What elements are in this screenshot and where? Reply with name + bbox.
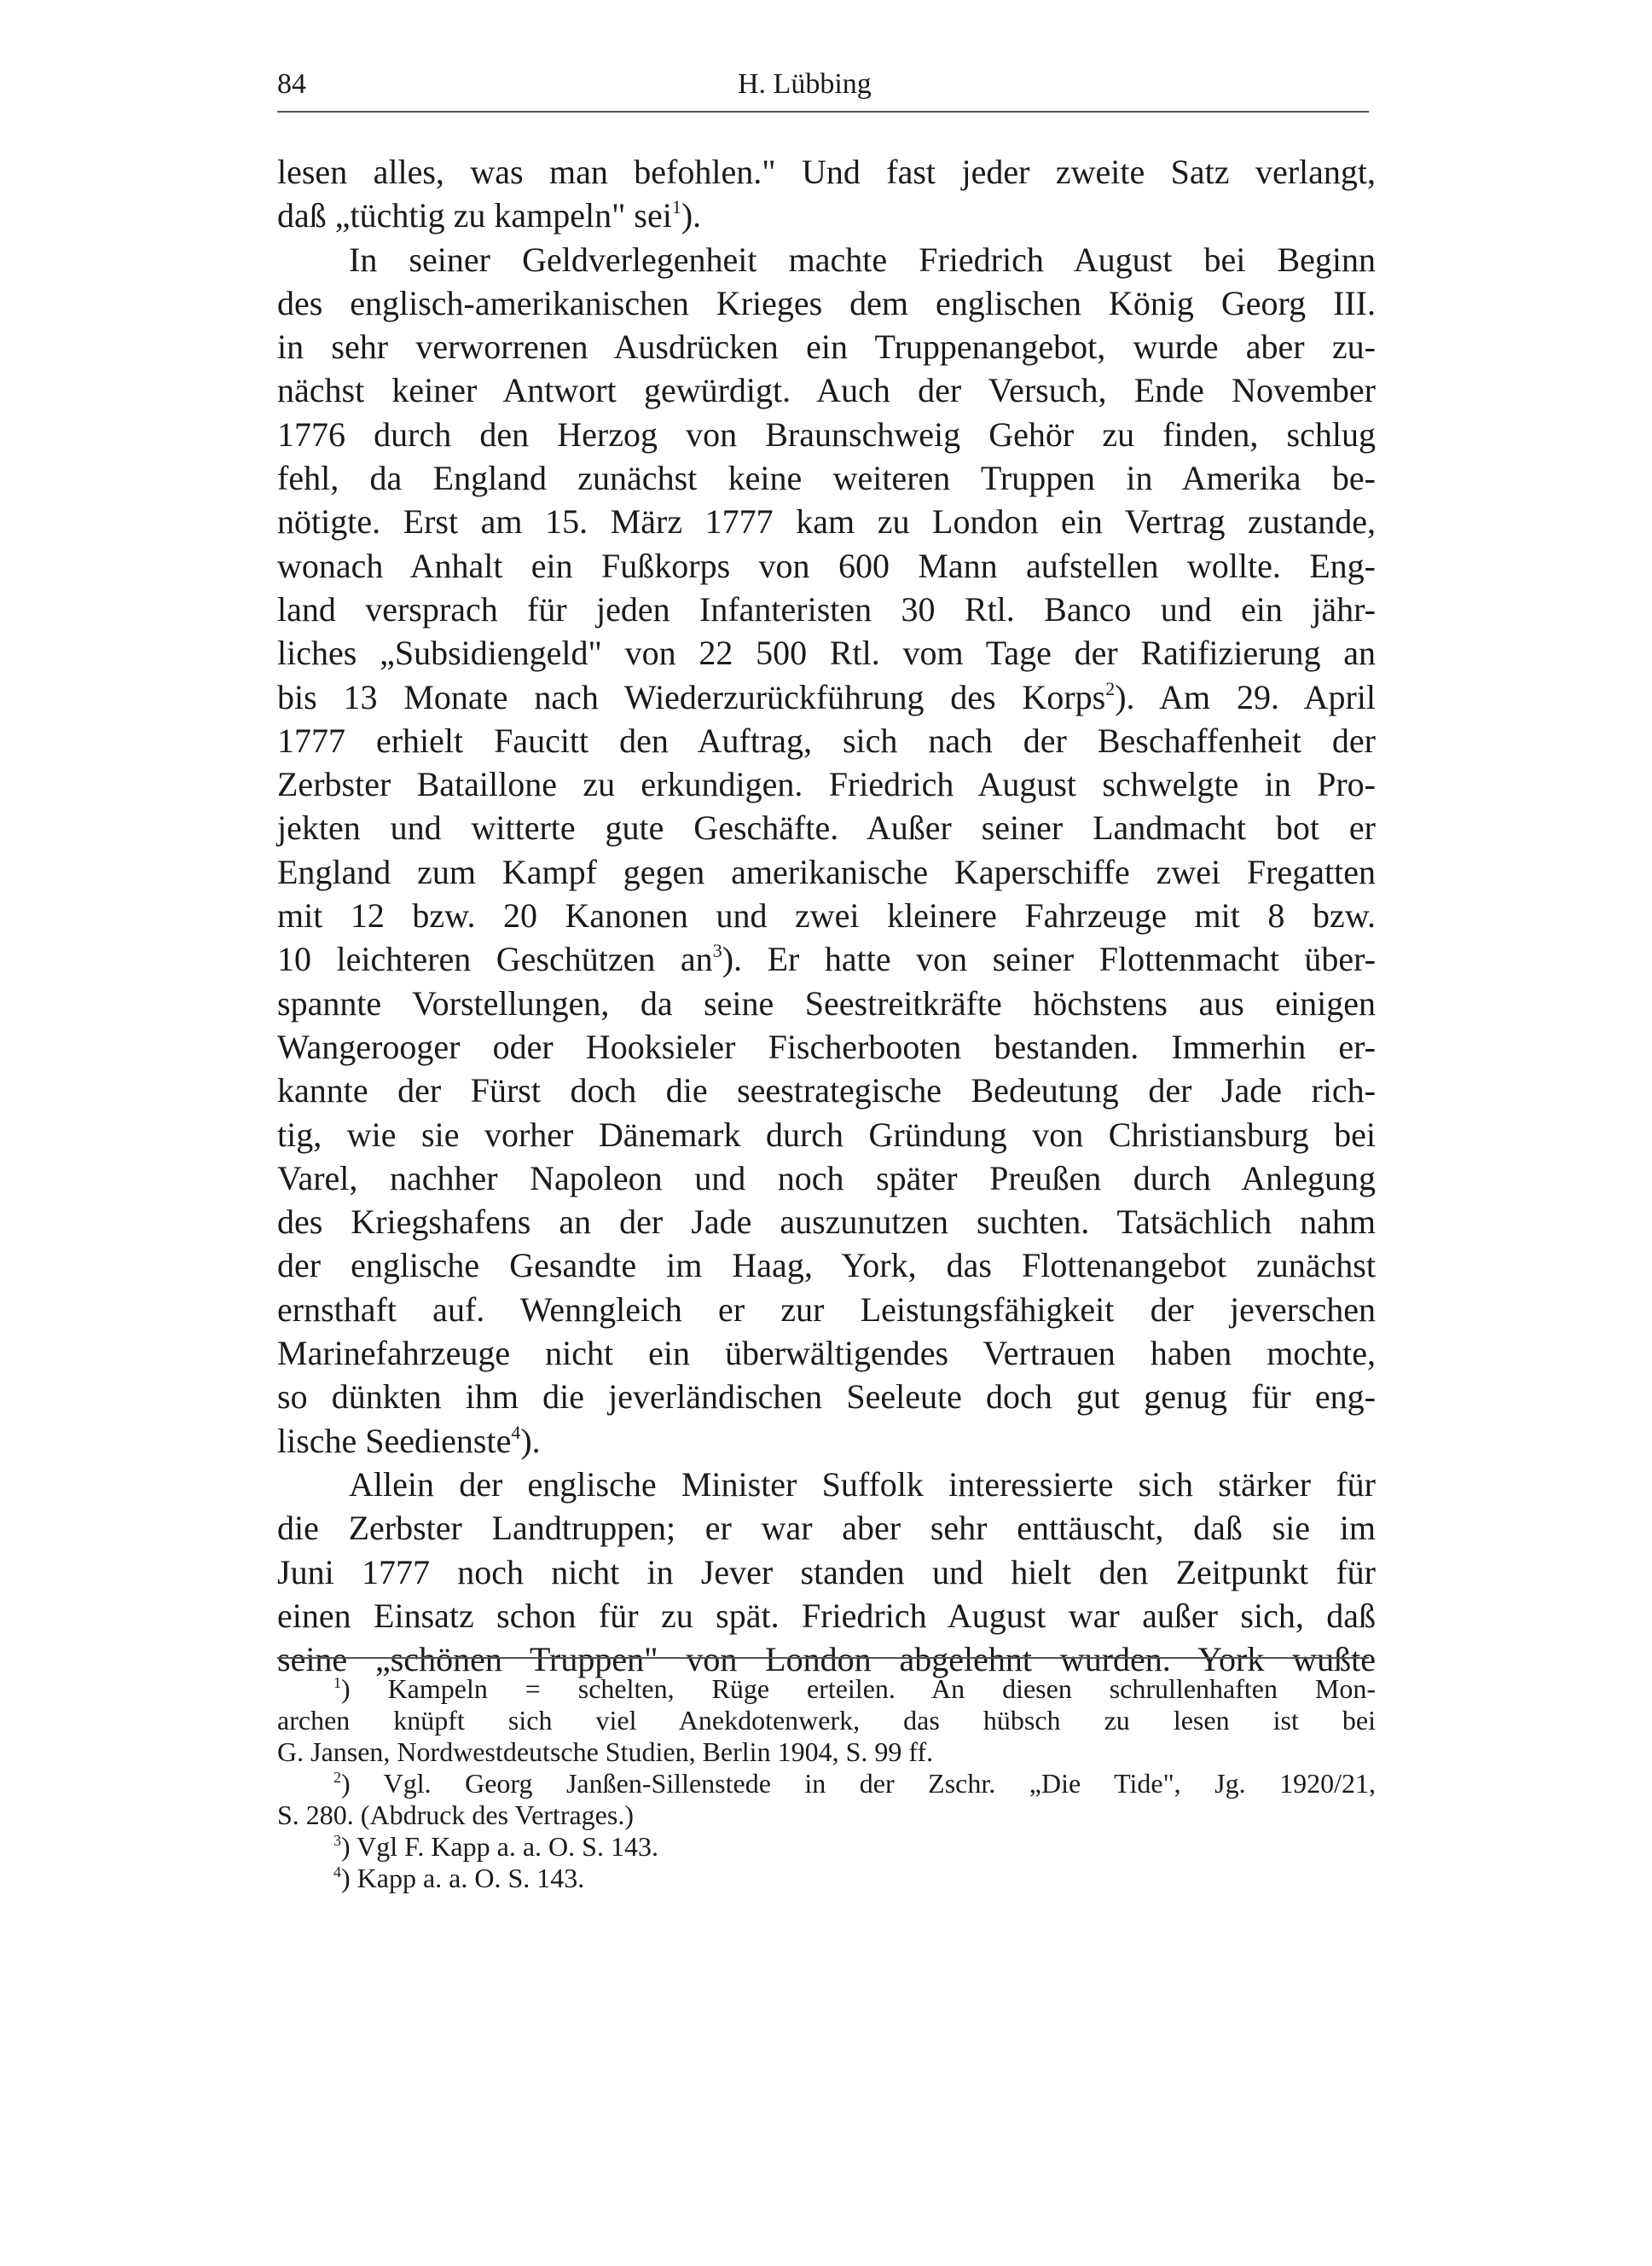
text-line [277,456,1376,500]
page-number: 84 [277,68,306,100]
footnote-number: 2 [333,1769,341,1786]
line-text: 10 leichteren Geschützen an [277,940,713,979]
text-line [277,150,1376,194]
text-line [277,1463,1376,1506]
footnote-rule [277,1657,1369,1659]
footnote-number: 3 [333,1832,341,1849]
text-line [277,544,1376,588]
line-text: tig, wie sie vorher Dänemark durch Gründung von Christiansburg bei [277,1115,1376,1154]
line-text: mit 12 bzw. 20 Kanonen und zwei kleinere Fahrzeuge mit 8 bzw. [277,896,1376,936]
line-text: Varel, nachher Napoleon und noch später Preußen durch Anlegung [277,1158,1376,1197]
footnote-text: S. 280. (Abdruck des Vertrages.) [277,1799,634,1830]
footnote-number: 4 [333,1863,341,1881]
line-text: in sehr verworrenen Ausdrücken ein Truppenangebot, wurde aber zu- [277,327,1376,367]
line-text-after: ). Er hatte von seiner Flottenmacht über- [722,940,1377,979]
line-text: lische Seedienste [277,1421,512,1460]
text-line [277,194,1376,237]
footnote-text: ) Kapp a. a. O. S. 143. [341,1863,585,1893]
line-text: jekten und witterte gute Geschäfte. Außer seiner Landmacht bot er [277,808,1376,848]
line-text: einen Einsatz schon für zu spät. Friedrich August war außer sich, daß [277,1596,1376,1635]
text-line [277,937,1376,981]
text-line [277,1375,1376,1418]
footnote-text: G. Jansen, Nordwestdeutsche Studien, Berlin 1904, S. 99 ff. [277,1736,934,1767]
line-text: so dünkten ihm die jeverländischen Seeleute doch gut genug für eng- [277,1377,1376,1417]
line-text: In seiner Geldverlegenheit machte Friedrich August bei Beginn [349,240,1376,279]
text-line [277,325,1376,368]
text-line [277,1025,1376,1069]
line-text: daß „tüchtig zu kampeln" sei [277,196,672,235]
text-line [277,1069,1376,1112]
line-text: England zum Kampf gegen amerikanische Kaperschiffe zwei Fregatten [277,852,1376,891]
line-text: Juni 1777 noch nicht in Jever standen und hielt den Zeitpunkt für [277,1552,1376,1591]
text-line [277,281,1376,325]
footnote-number: 1 [333,1674,341,1691]
text-line [277,368,1376,412]
line-text: nächst keiner Antwort gewürdigt. Auch der Versuch, Ende November [277,371,1376,410]
text-line [277,850,1376,894]
footnote-marker: 1 [671,196,681,218]
line-text-after: ). Am 29. April [1115,677,1377,716]
line-text: Allein der englische Minister Suffolk interessierte sich stärker für [349,1464,1376,1504]
line-text: land versprach für jeden Infanteristen 30 Rtl. Banco und ein jähr- [277,589,1376,629]
line-text: Marinefahrzeuge nicht ein überwältigendes Vertrauen haben mochte, [277,1334,1376,1373]
footnotes [277,1673,1376,1894]
text-line [277,1243,1376,1287]
text-line [277,982,1376,1025]
line-text: liches „Subsidiengeld" von 22 500 Rtl. vom Tage der Ratifizierung an [277,634,1376,673]
text-line [277,1156,1376,1200]
text-line [277,762,1376,806]
footnote-marker: 4 [511,1421,521,1443]
line-text: Zerbster Bataillone zu erkundigen. Friedrich August schwelgte in Pro- [277,765,1376,804]
running-title: H. Lübbing [738,68,872,100]
text-line [277,1419,1376,1463]
text-line [277,631,1376,675]
text-line [277,1113,1376,1156]
line-text: 1776 durch den Herzog von Braunschweig Gehör zu finden, schlug [277,414,1376,454]
line-text: wonach Anhalt ein Fußkorps von 600 Mann aufstellen wollte. Eng- [277,546,1376,585]
text-line [277,1200,1376,1243]
text-line [277,1550,1376,1594]
text-line [277,719,1376,762]
text-line [277,1506,1376,1550]
page-header [277,68,1369,111]
line-text: spannte Vorstellungen, da seine Seestreitkräfte höchstens aus einigen [277,983,1376,1023]
footnote-line [277,1799,1376,1831]
line-text: lesen alles, was man befohlen." Und fast jeder zweite Satz verlangt, [277,153,1376,191]
line-text: die Zerbster Landtruppen; er war aber sehr enttäuscht, daß sie im [277,1509,1376,1548]
header-rule [277,111,1369,113]
line-text-after: ). [520,1421,541,1460]
footnote-line [277,1736,1376,1768]
line-text: fehl, da England zunächst keine weiteren Truppen in Amerika be- [277,459,1376,498]
line-text: ernsthaft auf. Wenngleich er zur Leistungsfähigkeit der jeverschen [277,1289,1376,1329]
text-line [277,238,1376,281]
line-text: kannte der Fürst doch die seestrategische Bedeutung der Jade rich- [277,1071,1376,1110]
text-line [277,806,1376,849]
footnote-line [277,1705,1376,1736]
footnote-marker: 3 [712,940,722,962]
footnote-line [277,1863,1376,1894]
text-line [277,1288,1376,1331]
footnote-text: ) Vgl F. Kapp a. a. O. S. 143. [341,1831,658,1862]
footnote-line [277,1831,1376,1863]
text-line [277,588,1376,631]
line-text: der englische Gesandte im Haag, York, das Flottenangebot zunächst [277,1246,1376,1285]
line-text: des englisch-amerikanischen Krieges dem englischen König Georg III. [277,283,1376,322]
text-line [277,500,1376,543]
footnote-text: archen knüpft sich viel Anekdotenwerk, das hübsch zu lesen ist bei [277,1705,1376,1736]
footnote-marker: 2 [1105,677,1116,699]
text-line [277,1594,1376,1637]
footnote-line [277,1768,1376,1799]
line-text: bis 13 Monate nach Wiederzurückführung des Korps [277,677,1106,716]
text-line [277,1331,1376,1375]
line-text-after: ). [681,196,702,235]
text-line [277,675,1376,719]
footnote-text: ) Vgl. Georg Janßen-Sillenstede in der Zschr. „Die Tide", Jg. 1920/21, [341,1768,1376,1799]
line-text: seine „schönen Truppen" von London abgelehnt wurden. York wußte [277,1640,1376,1679]
footnote-text: ) Kampeln = schelten, Rüge erteilen. An diesen schrullenhaften Mon- [341,1673,1376,1704]
text-line [277,413,1376,456]
text-line [277,894,1376,937]
line-text: nötigte. Erst am 15. März 1777 kam zu London ein Vertrag zustande, [277,502,1376,542]
line-text: 1777 erhielt Faucitt den Auftrag, sich nach der Beschaffenheit der [277,721,1376,760]
footnote-line [277,1673,1376,1705]
body-text [277,150,1376,1681]
line-text: des Kriegshafens an der Jade auszunutzen suchten. Tatsächlich nahm [277,1203,1376,1242]
line-text: Wangerooger oder Hooksieler Fischerbooten bestanden. Immerhin er- [277,1027,1376,1066]
